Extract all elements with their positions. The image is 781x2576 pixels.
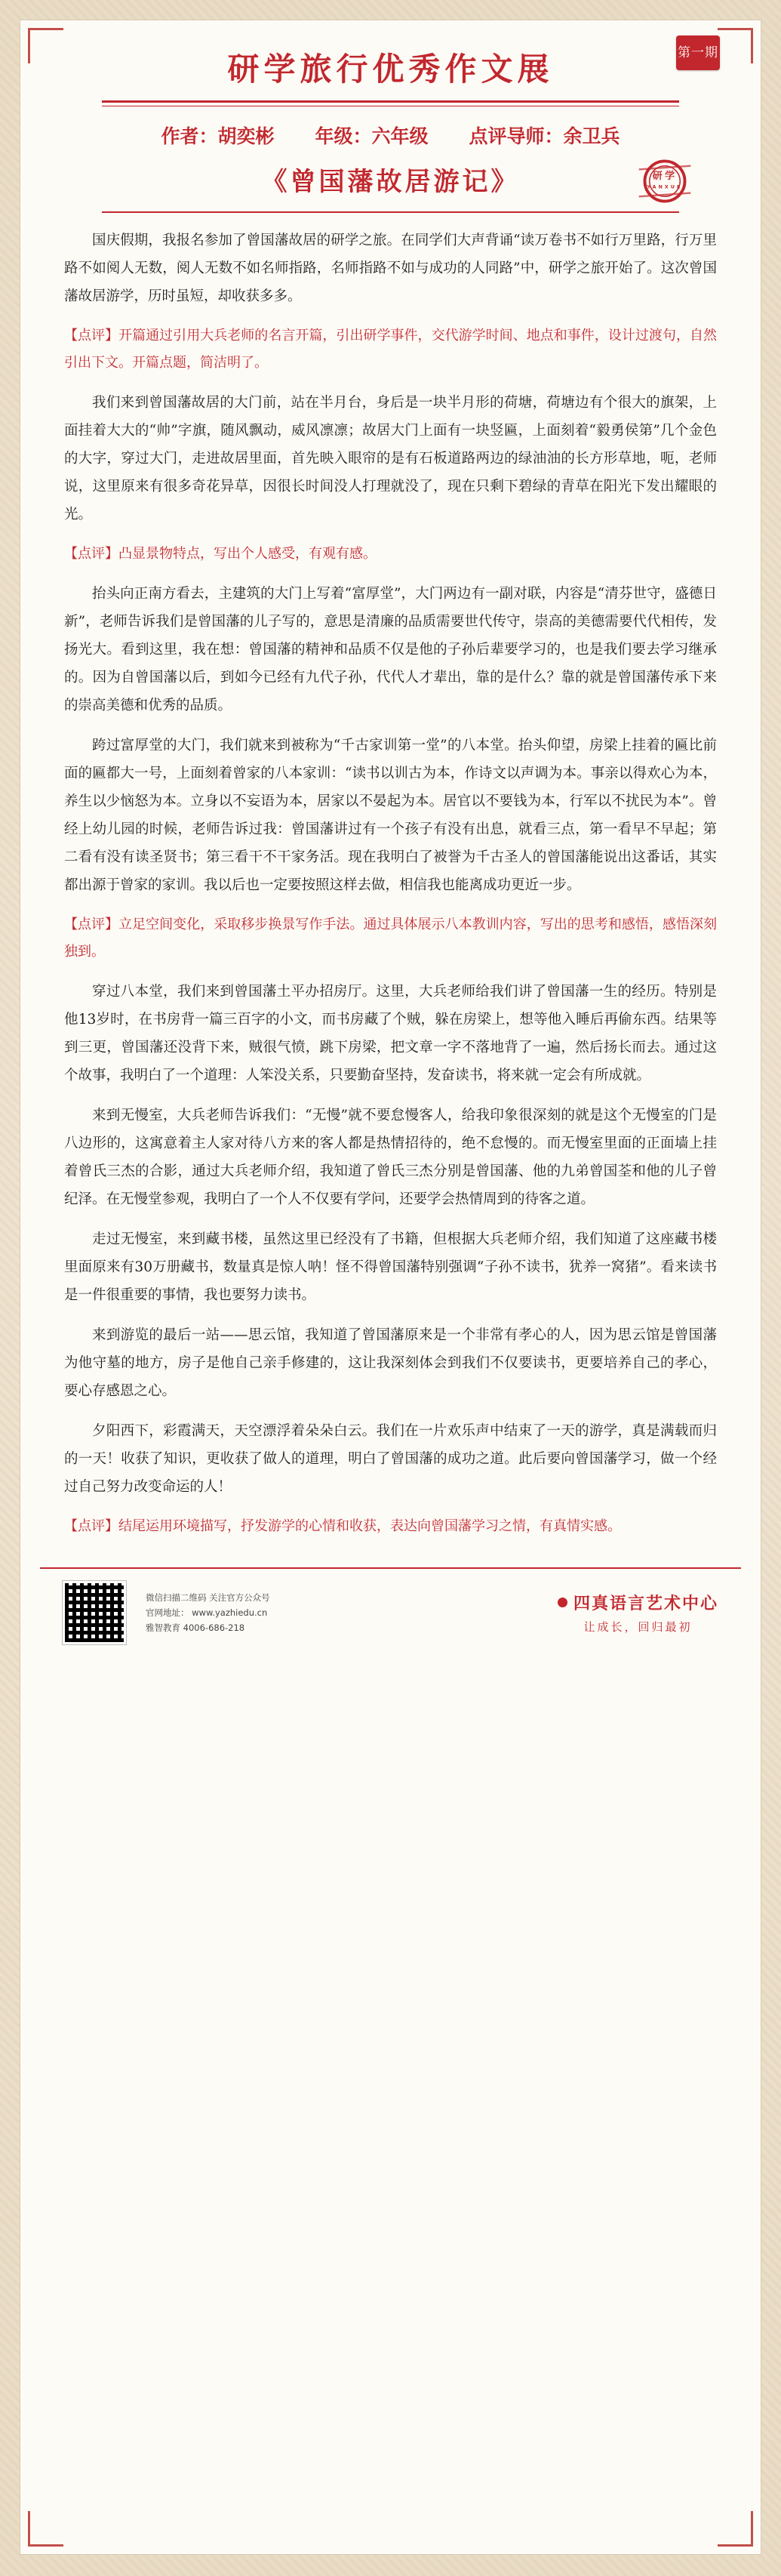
header-divider (102, 100, 679, 106)
meta-mentor: 点评导师：余卫兵 (469, 125, 620, 147)
qr-caption: 微信扫描二维码 关注官方公众号 (146, 1592, 270, 1603)
article-meta (61, 106, 720, 156)
corner-ornament-bottom-left (28, 2511, 63, 2547)
teacher-comment: 【点评】结尾运用环境描写，抒发游学的心情和收获，表达向曾国藩学习之情，有真情实感。 (64, 1518, 621, 1534)
meta-grade: 年级：六年级 (315, 125, 429, 147)
brand-name-row (558, 1591, 718, 1614)
poster-header (20, 20, 761, 213)
poster-footer (40, 1567, 741, 1655)
article-title (61, 156, 720, 208)
paragraph: 跨过富厚堂的大门，我们就来到被称为“千古家训第一堂”的八本堂。抬头仰望，房梁上挂着的匾比前面的匾都大一号，上面刻着曾家的八本家训：“读书以训古为本，作诗文以声调为本。事亲以得欢心为本，养生以少恼怒为本。立身以不妄语为本，居家以不晏起为本。居官以不要钱为本，行军以不扰民为本”。曾经上幼儿园的时候，老师告诉过我：曾国藩讲过有一个孩子有没有出息，就看三点，第一看早不早起；第二看有没有读圣贤书；第三看干不干家务活。现在我明白了被誉为千古圣人的曾国藩能说出这番话，其实都出源于曾家的家训。我以后也一定要按照这样去做，相信我也能离成功更近一步。 (64, 738, 717, 893)
footer-phone: 雅智教育 4006-686-218 (146, 1622, 245, 1634)
teacher-comment: 【点评】立足空间变化，采取移步换景写作手法。通过具体展示八本教训内容，写出的思考和感悟，感悟深刻独到。 (64, 917, 717, 960)
page-title: 研学旅行优秀作文展 (227, 51, 554, 88)
paragraph: 我们来到曾国藩故居的大门前，站在半月台，身后是一块半月形的荷塘，荷塘边有个很大的旗架，上面挂着大大的“帅”字旗，随风飘动，威风凛凛；故居大门上面有一块竖匾，上面刻着“毅勇侯第”几个金色的大字，穿过大门，走进故居里面，首先映入眼帘的是有石板道路两边的绿油油的长方形草地，呃，老师说，这里原来有很多奇花异草，因很长时间没人打理就没了，现在只剩下碧绿的青草在阳光下发出耀眼的光。 (64, 395, 717, 522)
paragraph: 穿过八本堂，我们来到曾国藩土平办招房厅。这里，大兵老师给我们讲了曾国藩一生的经历。特别是他13岁时，在书房背一篇三百字的小文，而书房藏了个贼，躲在房梁上，想等他入睡后再偷东西。结果等到三更，曾国藩还没背下来，贼很气愤，跳下房梁，把文章一字不落地背了一遍，然后扬长而去。通过这个故事，我明白了一个道理：人笨没关系，只要勤奋坚持，发奋读书，将来就一定会有所成就。 (64, 984, 717, 1083)
issue-badge: 第一期 (676, 35, 720, 70)
svg-text:研学: 研学 (652, 170, 678, 182)
teacher-comment: 【点评】凸显景物特点，写出个人感受，有观有感。 (64, 546, 377, 562)
brand-slogan: 让成长，回归最初 (583, 1620, 693, 1634)
study-tour-stamp-icon (635, 152, 694, 211)
paragraph: 来到无慢室，大兵老师告诉我们：“无慢”就不要怠慢客人，给我印象很深刻的就是这个无慢室的门是八边形的，这寓意着主人家对待八方来的客人都是热情招待的，绝不怠慢的。而无慢室里面的正面墙上挂着曾氏三杰的合影，通过大兵老师介绍，我知道了曾氏三杰分别是曾国藩、他的九弟曾国荃和他的儿子曾纪泽。在无慢堂参观，我明白了一个人不仅要有学问，还要学会热情周到的待客之道。 (64, 1108, 717, 1207)
svg-text:YANXUE: YANXUE (647, 184, 683, 190)
footer-contact (146, 1590, 270, 1635)
brand-block (558, 1591, 718, 1635)
paragraph: 夕阳西下，彩霞满天，天空漂浮着朵朵白云。我们在一片欢乐声中结束了一天的游学，真是满载而归的一天！收获了知识，更收获了做人的道理，明白了曾国藩的成功之道。此后要向曾国藩学习，做一个经过自己努力改变命运的人！ (64, 1423, 717, 1495)
brand-name: 四真语言艺术中心 (573, 1594, 718, 1613)
footer-website: 官网地址： www.yazhiedu.cn (146, 1607, 268, 1618)
article-sheet (20, 20, 761, 2555)
paragraph: 走过无慢室，来到藏书楼，虽然这里已经没有了书籍，但根据大兵老师介绍，我们知道了这座藏书楼里面原来有30万册藏书，数量真是惊人呐！怪不得曾国藩特别强调“子孙不读书，犹养一窝猪”。看来读书是一件很重要的事情，我也要努力读书。 (64, 1231, 717, 1303)
corner-ornament-bottom-right (718, 2511, 753, 2547)
article-title-text: 《曾国藩故居游记》 (261, 167, 520, 197)
paragraph: 国庆假期，我报名参加了曾国藩故居的研学之旅。在同学们大声背诵“读万卷书不如行万里路，行万里路不如阅人无数，阅人无数不如名师指路，名师指路不如与成功的人同路”中，研学之旅开始了。这次曾国藩故居游学，历时虽短，却收获多多。 (64, 233, 717, 304)
qr-code-icon[interactable] (63, 1581, 126, 1644)
title-divider (102, 211, 679, 213)
article-body (20, 213, 761, 1560)
brand-dot-icon (558, 1598, 567, 1607)
meta-author: 作者：胡奕彬 (161, 125, 275, 147)
teacher-comment: 【点评】开篇通过引用大兵老师的名言开篇，引出研学事件，交代游学时间、地点和事件，设计过渡句，自然引出下文。开篇点题，简洁明了。 (64, 328, 717, 371)
paragraph: 抬头向正南方看去，主建筑的大门上写着“富厚堂”，大门两边有一副对联，内容是“清芬世守，盛德日新”，老师告诉我们是曾国藩的儿子写的，意思是清廉的品质需要世代传守，崇高的美德需要代代相传，发扬光大。看到这里，我在想：曾国藩的精神和品质不仅是他的子孙后辈要学习的，也是我们要去学习继承的。因为自曾国藩以后，到如今已经有九代子孙，代代人才辈出，靠的是什么？靠的就是曾国藩传承下来的崇高美德和优秀的品质。 (64, 586, 717, 713)
paragraph: 来到游览的最后一站——思云馆，我知道了曾国藩原来是一个非常有孝心的人，因为思云馆是曾国藩为他守墓的地方，房子是他自己亲手修建的，这让我深刻体会到我们不仅要读书，更要培养自己的孝心，要心存感恩之心。 (64, 1327, 717, 1399)
